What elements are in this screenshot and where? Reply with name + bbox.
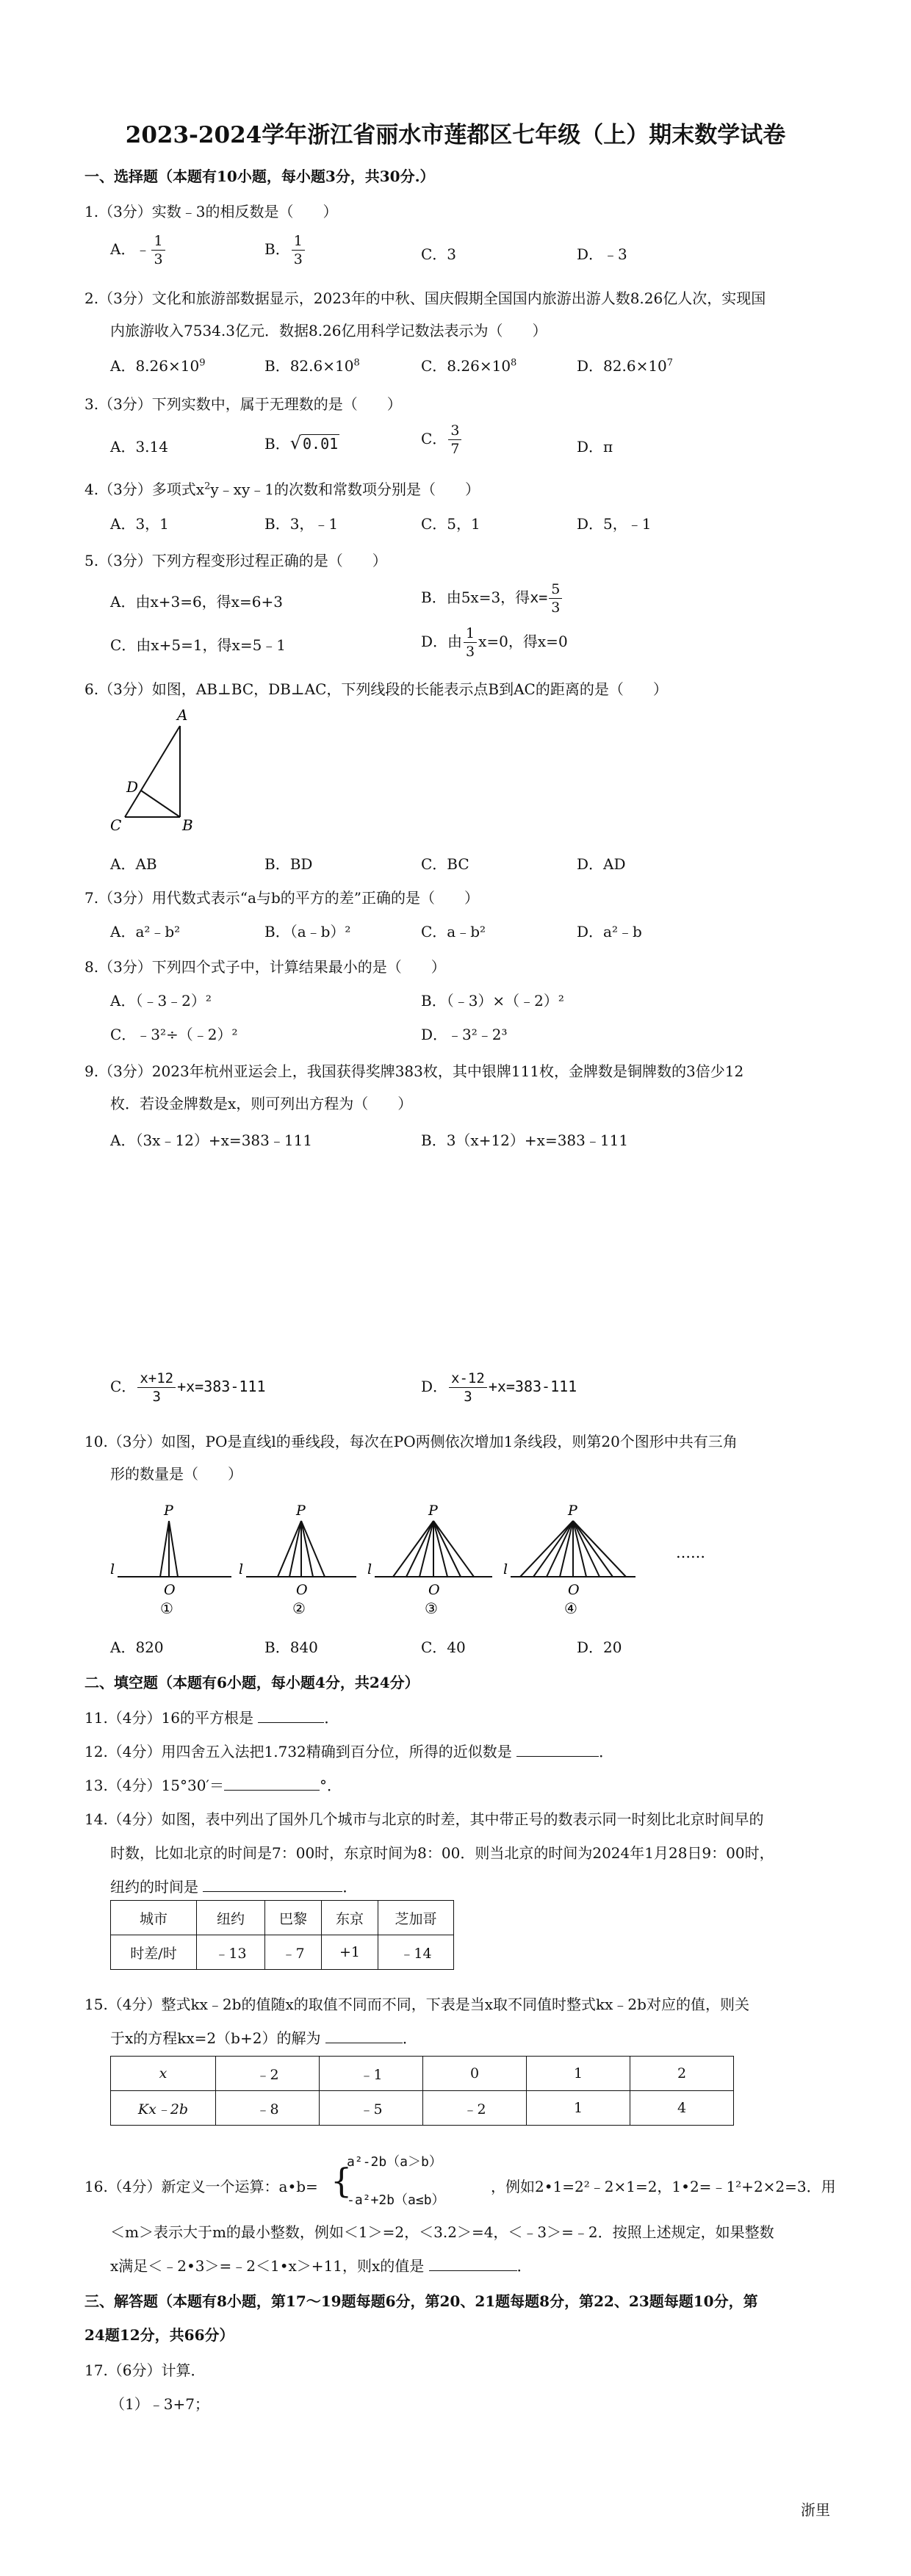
option-a: A．（3x﹣12）+x=383﹣111 (110, 1132, 313, 1149)
section-heading-cont: 24题12分，共66分） (84, 2326, 234, 2344)
section-heading: 一、选择题（本题有10小题，每小题3分，共30分.） (84, 168, 435, 185)
option-b: B．3，﹣1 (264, 515, 339, 533)
option-a: A．由x+3=6，得x=6+3 (110, 593, 283, 611)
triangle-figure (103, 705, 220, 838)
question-stem-cont: 形的数量是（ ） (110, 1465, 242, 1483)
option-d: D．﹣3²﹣2³ (421, 1026, 508, 1043)
figure-1 (110, 1503, 231, 1617)
question-stem: 17.（6分）计算． (84, 2361, 206, 2379)
segment-ac (125, 726, 180, 817)
question-stem: 9.（3分）2023年杭州亚运会上，我国获得奖牌383枚，其中银牌111枚，金牌数是铜牌数的3倍少12 (84, 1062, 744, 1080)
question-stem: 3.（3分）下列实数中，属于无理数的是（ ） (84, 395, 402, 413)
time-difference-table (110, 1900, 454, 1970)
option-b: B．3（x+12）+x=383﹣111 (421, 1132, 629, 1149)
question-stem-cont: 内旅游收入7534.3亿元．数据8.26亿用科学记数法表示为（ ） (110, 322, 547, 339)
svg-text:P: P (296, 1503, 306, 1519)
question-13: 13.（4分）15°30′＝ °． (84, 1777, 342, 1794)
option-a: A．3.14 (110, 438, 168, 456)
option-b: B． $\frac{1}{3}$ (264, 232, 306, 268)
question-stem-cont: ＜m＞表示大于m的最小整数，例如＜1＞=2，＜3.2＞=4，＜﹣3＞=﹣2．按照上述规定，如果整数 (110, 2223, 774, 2241)
option-a: A．﹣ $\frac{1}{3}$ (110, 232, 167, 268)
option-a: A．a²﹣b² (110, 923, 181, 940)
question-stem: 2.（3分）文化和旅游部数据显示，2023年的中秋、国庆假期全国国内旅游出游人数8.26亿人次，实现国 (84, 289, 766, 307)
answer-blank[interactable] (224, 1775, 320, 1791)
svg-text:O: O (164, 1582, 176, 1598)
label-d: D (126, 778, 139, 796)
table-row: Kx﹣2b ﹣8 ﹣5 ﹣2 1 4 (111, 2091, 734, 2126)
question-stem: 6.（3分）如图，AB⊥BC，DB⊥AC，下列线段的长能表示点B到AC的距离的是（ ） (84, 680, 668, 698)
figure-2 (239, 1503, 356, 1617)
option-a: A．3，1 (110, 515, 169, 533)
option-a: A．820 (110, 1638, 164, 1656)
svg-text:P: P (428, 1503, 438, 1519)
figure-3 (367, 1503, 492, 1617)
sub-question: （1）﹣3+7； (110, 2395, 209, 2413)
question-11: 11.（4分）16的平方根是 ． (84, 1709, 339, 1727)
option-a: A．$8.26\times 10^9$ (110, 357, 206, 375)
option-b: B．由5x=3，得x= $\frac{5}{3}$ (421, 580, 563, 616)
option-c: C．BC (421, 855, 469, 873)
svg-text:l: l (239, 1561, 244, 1577)
label-a: A (177, 706, 188, 724)
answer-blank[interactable] (258, 1708, 324, 1723)
question-stem-cont: x满足＜﹣2•3＞=﹣2＜1•x＞+11，则x的值是 ． (110, 2257, 532, 2275)
question-stem: 5.（3分）下列方程变形过程正确的是（ ） (84, 552, 387, 569)
question-stem: 7.（3分）用代数式表示“a与b的平方的差”正确的是（ ） (84, 889, 479, 907)
brace-icon: { (331, 2161, 353, 2201)
case-2: -a²+2b（a≤b） (347, 2192, 445, 2208)
svg-text:l: l (503, 1561, 508, 1577)
svg-text:O: O (296, 1582, 308, 1598)
section-heading: 三、解答题（本题有8小题，第17～19题每题6分，第20、21题每题8分，第22、23题每题10分，第 (84, 2292, 758, 2310)
svg-text:①: ① (160, 1600, 173, 1617)
option-a: A．（﹣3﹣2）² (110, 992, 212, 1010)
option-b: B．（a﹣b）² (264, 923, 351, 940)
fan-lines-figure (103, 1492, 735, 1638)
answer-blank[interactable] (325, 2028, 403, 2043)
option-c: C．a﹣b² (421, 923, 486, 940)
option-c: C．$8.26\times 10^8$ (421, 357, 517, 375)
svg-text:O: O (428, 1582, 440, 1598)
question-stem: 16.（4分）新定义一个运算：a•b= (84, 2178, 318, 2195)
ellipsis: …… (676, 1544, 705, 1561)
option-b: B．√ 0.01 (264, 433, 339, 453)
option-b: B．$82.6\times 10^8$ (264, 357, 360, 375)
option-a: A．AB (110, 855, 157, 873)
answer-blank[interactable] (516, 1741, 599, 1757)
option-d: D．AD (577, 855, 626, 873)
option-d: D．20 (577, 1638, 622, 1656)
svg-text:③: ③ (425, 1600, 438, 1617)
option-d: D．$82.6\times 10^7$ (577, 357, 674, 375)
option-c: C．40 (421, 1638, 466, 1656)
page-footer: 浙里 (801, 2501, 830, 2519)
svg-text:②: ② (292, 1600, 306, 1617)
svg-text:④: ④ (564, 1600, 577, 1617)
question-stem-cont: 时数，比如北京的时间是7：00时，东京时间为8：00．则当北京的时间为2024年1月28日9：00时， (110, 1844, 774, 1862)
answer-blank[interactable] (203, 1877, 342, 1892)
label-c: C (110, 816, 122, 834)
option-d: D． $\frac{x-12}{3}$ +x=383-111 (421, 1370, 577, 1405)
svg-text:O: O (568, 1582, 580, 1598)
option-c: C． $\frac{3}{7}$ (421, 422, 463, 458)
option-d: D．π (577, 438, 613, 456)
question-stem-cont: ，例如2•1=2²﹣2×1=2，1•2=﹣1²+2×2=3．用 (491, 2178, 836, 2195)
option-d: D．a²﹣b (577, 923, 642, 940)
option-b: B．840 (264, 1638, 318, 1656)
question-stem: 15.（4分）整式kx﹣2b的值随x的取值不同而不同，下表是当x取不同值时整式kx﹣2b对应的值，则关 (84, 1996, 749, 2013)
segment-bd (141, 791, 180, 817)
question-stem-cont: 纽约的时间是 ． (110, 1878, 358, 1896)
question-stem: 1.（3分）实数﹣3的相反数是（ ） (84, 203, 338, 220)
question-stem-cont: 枚．若设金牌数是x，则可列出方程为（ ） (110, 1095, 413, 1112)
table-row: 城市 纽约 巴黎 东京 芝加哥 (111, 1901, 454, 1935)
sqrt-symbol: √ (289, 433, 301, 453)
svg-text:P: P (164, 1503, 173, 1519)
figure-4 (503, 1503, 635, 1617)
question-stem: 4.（3分）多项式$x^2y﹣xy﹣1$的次数和常数项分别是（ ） (84, 481, 480, 498)
svg-text:l: l (110, 1561, 115, 1577)
question-stem: 10.（3分）如图，PO是直线l的垂线段，每次在PO两侧依次增加1条线段，则第20个图形中共有三角 (84, 1433, 738, 1450)
option-b: B．BD (264, 855, 313, 873)
table-row: 时差/时 ﹣13 ﹣7 +1 ﹣14 (111, 1935, 454, 1970)
expression-value-table (110, 2056, 734, 2126)
option-d: D．由 $\frac{1}{3}$ x=0，得x=0 (421, 625, 568, 660)
label-b: B (182, 816, 193, 834)
question-stem: 14.（4分）如图，表中列出了国外几个城市与北京的时差，其中带正号的数表示同一时刻比北京时间早的 (84, 1810, 764, 1828)
question-stem-cont: 于x的方程kx=2（b+2）的解为 ． (110, 2029, 417, 2047)
page-title: 2023-2024学年浙江省丽水市莲都区七年级（上）期末数学试卷 (125, 122, 786, 148)
answer-blank[interactable] (429, 2256, 517, 2271)
section-heading: 二、填空题（本题有6小题，每小题4分，共24分） (84, 1674, 420, 1691)
question-stem: 8.（3分）下列四个式子中，计算结果最小的是（ ） (84, 958, 446, 976)
option-d: D．5，﹣1 (577, 515, 652, 533)
svg-text:l: l (367, 1561, 372, 1577)
option-c: C．﹣3²÷（﹣2）² (110, 1026, 238, 1043)
table-row: x ﹣2 ﹣1 0 1 2 (111, 2057, 734, 2091)
case-1: a²-2b（a＞b） (347, 2154, 442, 2170)
option-c: C．由x+5=1，得x=5﹣1 (110, 636, 287, 654)
option-d: D．﹣3 (577, 245, 627, 263)
option-c: C．5，1 (421, 515, 480, 533)
svg-text:P: P (568, 1503, 577, 1519)
option-c: C． $\frac{x+12}{3}$ +x=383-111 (110, 1370, 266, 1405)
option-c: C．3 (421, 245, 457, 263)
question-12: 12.（4分）用四舍五入法把1.732精确到百分位，所得的近似数是 ． (84, 1743, 614, 1760)
option-b: B．（﹣3）×（﹣2）² (421, 992, 564, 1010)
